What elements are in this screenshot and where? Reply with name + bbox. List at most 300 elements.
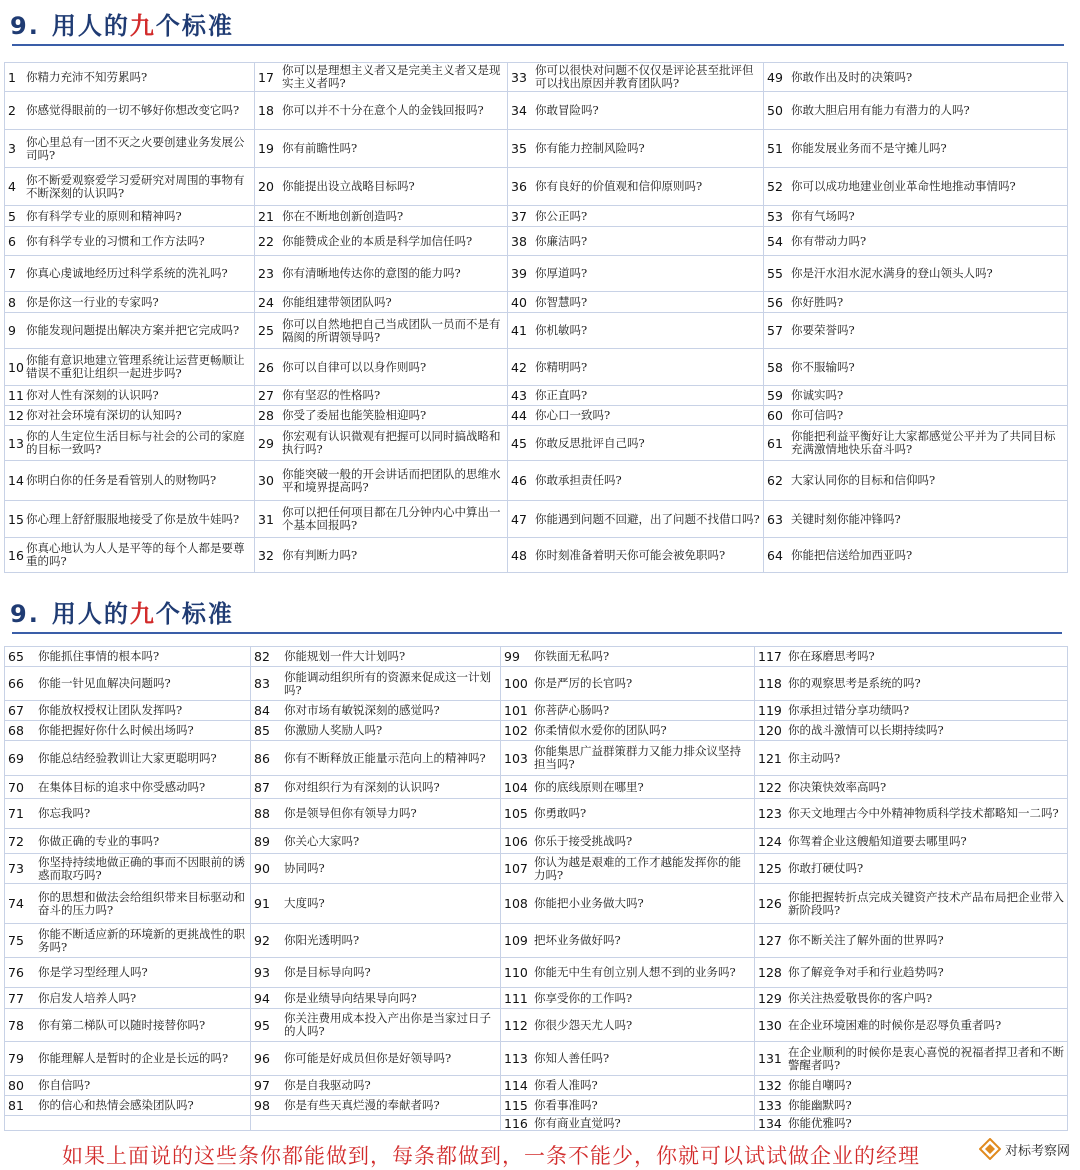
criterion-text: 你可能是好成员但你是好领导吗? [284, 1051, 452, 1065]
criterion-text: 你是汗水泪水泥水满身的登山领头人吗? [791, 266, 993, 280]
criterion-item [4, 1009, 251, 1042]
criterion-number: 90 [254, 861, 270, 876]
criterion-text: 你菩萨心肠吗? [534, 703, 610, 717]
criterion-item [4, 292, 255, 313]
criterion-item [251, 776, 501, 799]
criterion-text: 你能优雅吗? [788, 1116, 852, 1130]
criterion-item [764, 168, 1068, 206]
criterion-text: 你对人性有深刻的认识吗? [26, 388, 159, 402]
criterion-number: 117 [758, 649, 782, 664]
criterion-number: 39 [511, 266, 527, 281]
criterion-number: 54 [767, 233, 783, 249]
criterion-text: 你能调动组织所有的资源来促成这一计划吗? [284, 669, 491, 697]
section2-title-pre: 用人的 [51, 600, 130, 628]
criterion-text: 你能发展业务而不是守摊儿吗? [791, 141, 947, 155]
criterion-number: 119 [758, 703, 782, 718]
criterion-number: 37 [511, 208, 527, 224]
criterion-number: 26 [258, 359, 274, 375]
criterion-text: 你心里总有一团不灭之火要创建业务发展公司吗? [26, 134, 245, 162]
criterion-item [4, 386, 255, 406]
section2-title-post: 个标准 [155, 600, 234, 628]
criterion-number: 132 [758, 1078, 782, 1093]
criterion-item [4, 426, 255, 461]
criterion-item [508, 538, 764, 573]
criterion-number: 24 [258, 294, 274, 310]
criterion-number: 9 [8, 323, 16, 338]
section2-number: 9. [10, 600, 40, 628]
criterion-item [501, 1042, 755, 1076]
criterion-number: 17 [258, 69, 274, 85]
criterion-item [4, 538, 255, 573]
criterion-text: 你可信吗? [791, 408, 844, 422]
criterion-item [501, 988, 755, 1009]
criterion-text: 你宏观有认识微观有把握可以同时搞战略和执行吗? [282, 429, 501, 456]
criterion-number: 122 [758, 779, 782, 795]
criterion-item [508, 292, 764, 313]
criterion-text: 你启发人培养人吗? [38, 990, 137, 1005]
criterion-number: 111 [504, 990, 528, 1006]
criterion-number: 14 [8, 473, 24, 488]
criterion-text: 你好胜吗? [791, 294, 844, 309]
criterion-item [4, 667, 251, 701]
criterion-text: 你了解竞争对手和行业趋势吗? [788, 965, 944, 979]
criterion-number: 34 [511, 103, 527, 118]
criterion-item [764, 349, 1068, 386]
criterion-number: 85 [254, 723, 270, 738]
criterion-number: 131 [758, 1051, 782, 1066]
criterion-item [501, 829, 755, 854]
criterion-number: 100 [504, 676, 528, 691]
criterion-text: 你能发现问题提出解决方案并把它完成吗? [26, 323, 240, 337]
criterion-item [764, 461, 1068, 501]
criterion-item [4, 799, 251, 829]
criterion-number: 57 [767, 323, 783, 338]
criterion-item [255, 461, 508, 501]
criterion-number: 15 [8, 511, 24, 527]
criterion-number: 80 [8, 1078, 24, 1093]
criterion-item [4, 256, 255, 292]
criterion-text: 你可以很快对问题不仅仅是评论甚至批评但可以找出原因并教育团队吗? [535, 63, 754, 90]
criterion-number: 93 [254, 965, 270, 980]
criterion-item [755, 1042, 1068, 1076]
criterion-number: 21 [258, 208, 274, 224]
criterion-number: 71 [8, 806, 24, 821]
criterion-number: 13 [8, 435, 24, 451]
criterion-text: 你有第二梯队可以随时接替你吗? [38, 1017, 206, 1032]
criterion-text: 你阳光透明吗? [284, 933, 360, 947]
criterion-text: 你勇敢吗? [534, 806, 587, 820]
criterion-text: 你时刻准备着明天你可能会被免职吗? [535, 547, 726, 562]
criterion-item [764, 426, 1068, 461]
criterion-item [508, 130, 764, 168]
criterion-item [4, 884, 251, 924]
criterion-text: 你敢反思批评自己吗? [535, 435, 645, 450]
criterion-item [251, 667, 501, 701]
section2-title-highlight: 九 [129, 600, 156, 628]
criterion-text: 你能遇到问题不回避，出了问题不找借口吗? [535, 511, 760, 526]
criterion-text: 你的底线原则在哪里? [534, 779, 644, 794]
criterion-number: 105 [504, 806, 528, 821]
criterion-number: 125 [758, 861, 782, 876]
criterion-text: 你的观察思考是系统的吗? [788, 676, 921, 690]
criterion-number: 127 [758, 933, 782, 948]
criterion-number: 99 [504, 649, 520, 664]
criterion-text: 你能把小业务做大吗? [534, 896, 644, 910]
criterion-item [4, 227, 255, 256]
criterion-item [501, 701, 755, 721]
criterion-text: 你能自嘲吗? [788, 1078, 852, 1092]
criterion-text: 你有科学专业的习惯和工作方法吗? [26, 233, 205, 248]
criterion-text: 你有良好的价值观和信仰原则吗? [535, 179, 703, 193]
criterion-text: 在企业顺利的时候你是衷心喜悦的祝福者捍卫者和不断警醒者吗? [788, 1044, 1064, 1072]
criterion-text: 你关心大家吗? [284, 833, 360, 848]
criterion-number: 63 [767, 511, 783, 527]
section1-title [10, 6, 234, 41]
criterion-text: 协同吗? [284, 861, 325, 875]
criterion-item [501, 667, 755, 701]
criterion-number: 66 [8, 676, 24, 691]
criterion-text: 你不服输吗? [791, 359, 855, 374]
criterion-number: 107 [504, 861, 528, 876]
criterion-text: 你能把握转折点完成关键资产技术产品布局把企业带入新阶段吗? [788, 889, 1064, 917]
criterion-number: 76 [8, 965, 24, 980]
criterion-item [255, 63, 508, 92]
criterion-number: 123 [758, 806, 782, 821]
section2-divider [12, 632, 1062, 634]
criterion-item [755, 776, 1068, 799]
criterion-number: 49 [767, 69, 783, 85]
watermark-text: 对标考察网 [1004, 1143, 1070, 1159]
criterion-number: 102 [504, 723, 528, 738]
criterion-item [755, 988, 1068, 1009]
criterion-number: 124 [758, 833, 782, 849]
criterion-number: 115 [504, 1098, 528, 1113]
criterion-item [508, 63, 764, 92]
criterion-number: 108 [504, 896, 528, 911]
criterion-item [4, 776, 251, 799]
criterion-item [255, 406, 508, 426]
criterion-text: 你在不断地创新创造吗? [282, 208, 404, 223]
criterion-item [508, 386, 764, 406]
criterion-item [4, 406, 255, 426]
criterion-text: 你能突破一般的开会讲话而把团队的思维水平和境界提高吗? [282, 466, 501, 494]
criterion-number: 10 [8, 359, 24, 375]
criterion-text: 你能有意识地建立管理系统让运营更畅顺让错误不重犯让组织一起进步吗? [26, 353, 245, 380]
criterion-text: 你的战斗激情可以长期持续吗? [788, 723, 944, 737]
criterion-number: 77 [8, 990, 24, 1006]
criterion-text: 你敢承担责任吗? [535, 473, 622, 487]
criterion-number: 38 [511, 233, 527, 249]
criterion-item [764, 92, 1068, 130]
criterion-number: 45 [511, 435, 527, 451]
criterion-number: 35 [511, 141, 527, 156]
criterion-item [501, 799, 755, 829]
criterion-item [755, 701, 1068, 721]
criterion-number: 92 [254, 933, 270, 948]
criterion-item [764, 313, 1068, 349]
criterion-number: 7 [8, 266, 16, 281]
criterion-item [4, 854, 251, 884]
criterion-item [4, 958, 251, 988]
criterion-text: 你自信吗? [38, 1078, 91, 1092]
criterion-number: 41 [511, 323, 527, 338]
criterion-number: 113 [504, 1051, 528, 1066]
criterion-item [501, 924, 755, 958]
criterion-number: 44 [511, 408, 527, 423]
criterion-text: 你敢大胆启用有能力有潜力的人吗? [791, 103, 970, 117]
criterion-item [764, 406, 1068, 426]
criterion-text: 你有能力控制风险吗? [535, 141, 645, 155]
criterion-item [255, 168, 508, 206]
criterion-item [255, 227, 508, 256]
criterion-item [755, 829, 1068, 854]
criterion-item [4, 1042, 251, 1076]
criterion-item [4, 1096, 251, 1116]
criteria-table-2 [4, 646, 1068, 1131]
criterion-item [755, 924, 1068, 958]
criterion-text: 你能理解人是暂时的企业是长远的吗? [38, 1051, 229, 1065]
criterion-number: 116 [504, 1116, 528, 1131]
criterion-number: 55 [767, 266, 783, 281]
criterion-text: 你有商业直觉吗? [534, 1116, 621, 1130]
section2-title [10, 594, 234, 629]
criterion-number: 110 [504, 965, 528, 980]
criterion-text: 你能不断适应新的环境新的更挑战性的职务吗? [38, 926, 245, 954]
criterion-item [764, 227, 1068, 256]
criterion-text: 你能把利益平衡好让大家都感觉公平并为了共同目标充满激情地快乐奋斗吗? [791, 429, 1056, 456]
criterion-text: 你对市场有敏锐深刻的感觉吗? [284, 703, 440, 717]
criterion-text: 你知人善任吗? [534, 1051, 610, 1065]
criterion-number: 121 [758, 750, 782, 766]
criterion-number: 64 [767, 547, 783, 563]
criterion-text: 你可以自律可以以身作则吗? [282, 359, 427, 374]
criterion-item [4, 168, 255, 206]
criterion-item [501, 721, 755, 741]
criterion-number: 47 [511, 511, 527, 527]
criterion-text: 你能放权授权让团队发挥吗? [38, 703, 183, 717]
criterion-text: 你是有些天真烂漫的奉献者吗? [284, 1098, 440, 1112]
criterion-item [251, 1076, 501, 1096]
criterion-text: 你机敏吗? [535, 323, 588, 337]
section1-title-post: 个标准 [155, 12, 234, 40]
criterion-number: 3 [8, 141, 16, 156]
criterion-number: 84 [254, 703, 270, 718]
criterion-text: 你真心地认为人人是平等的每个人都是要尊重的吗? [26, 541, 245, 568]
criterion-text: 你能把信送给加西亚吗? [791, 547, 913, 562]
criterion-text: 你看人准吗? [534, 1078, 598, 1092]
criterion-text: 你公正吗? [535, 208, 588, 223]
criterion-number: 86 [254, 750, 270, 766]
criterion-text: 你有带动力吗? [791, 233, 867, 248]
criterion-text: 你是目标导向吗? [284, 965, 371, 979]
criterion-item [4, 501, 255, 538]
criterion-number: 89 [254, 833, 270, 849]
criterion-number: 50 [767, 103, 783, 118]
criterion-text: 你享受你的工作吗? [534, 990, 633, 1005]
criterion-number: 134 [758, 1116, 782, 1131]
criterion-text: 你驾着企业这艘船知道要去哪里吗? [788, 833, 967, 848]
criterion-number: 11 [8, 388, 24, 403]
criterion-text: 你能无中生有创立别人想不到的业务吗? [534, 965, 736, 979]
criterion-number: 46 [511, 473, 527, 488]
criterion-text: 你有清晰地传达你的意图的能力吗? [282, 266, 461, 280]
criterion-text: 你不断爱观察爱学习爱研究对周围的事物有不断深刻的认识吗? [26, 172, 245, 200]
criterion-text: 你是学习型经理人吗? [38, 965, 148, 979]
criterion-text: 你能集思广益群策群力又能力排众议坚持担当吗? [534, 744, 741, 771]
section1-title-highlight: 九 [129, 12, 156, 40]
criterion-text: 你正直吗? [535, 388, 588, 402]
criterion-text: 你铁面无私吗? [534, 649, 610, 663]
criterion-item [255, 206, 508, 227]
criterion-item [508, 406, 764, 426]
criterion-item [4, 741, 251, 776]
criterion-text: 你能幽默吗? [788, 1098, 852, 1112]
criterion-text: 你心口一致吗? [535, 408, 611, 422]
criterion-number: 68 [8, 723, 24, 738]
criterion-text: 你的信心和热情会感染团队吗? [38, 1098, 194, 1112]
criterion-text: 你主动吗? [788, 750, 841, 765]
criterion-item [501, 884, 755, 924]
criterion-number: 56 [767, 294, 783, 310]
criterion-item [764, 256, 1068, 292]
criterion-text: 你要荣誉吗? [791, 323, 855, 337]
criterion-text: 你能规划一件大计划吗? [284, 649, 406, 663]
criterion-item [508, 92, 764, 130]
criterion-number: 126 [758, 896, 782, 911]
criterion-item [755, 721, 1068, 741]
criterion-number: 36 [511, 179, 527, 194]
criterion-number: 18 [258, 103, 274, 118]
criterion-item [251, 1009, 501, 1042]
criterion-text: 你有不断释放正能量示范向上的精神吗? [284, 750, 486, 765]
criterion-number: 30 [258, 473, 274, 488]
criterion-text: 你不断关注了解外面的世界吗? [788, 933, 944, 947]
criterion-text: 你有坚忍的性格吗? [282, 388, 381, 402]
criterion-number: 4 [8, 179, 16, 194]
criterion-number: 51 [767, 141, 783, 156]
criterion-text: 你廉洁吗? [535, 233, 588, 248]
criterion-item [251, 799, 501, 829]
section1-number: 9. [10, 12, 40, 40]
criterion-number: 87 [254, 779, 270, 795]
criterion-text: 你很少怨天尤人吗? [534, 1017, 633, 1032]
criterion-number: 129 [758, 990, 782, 1006]
criterion-item [4, 647, 251, 667]
criterion-item [255, 501, 508, 538]
criterion-text: 你是自我驱动吗? [284, 1078, 371, 1092]
criterion-item [4, 924, 251, 958]
criterion-item [251, 701, 501, 721]
criterion-number: 114 [504, 1078, 528, 1093]
criterion-number: 19 [258, 141, 274, 156]
criterion-text: 你决策快效率高吗? [788, 779, 887, 794]
criterion-number: 60 [767, 408, 783, 423]
criterion-item [501, 854, 755, 884]
criterion-number: 5 [8, 208, 16, 224]
criterion-number: 96 [254, 1051, 270, 1066]
criterion-item [255, 292, 508, 313]
criterion-text: 你坚持持续地做正确的事而不因眼前的诱惑而取巧吗? [38, 854, 245, 882]
criterion-number: 53 [767, 208, 783, 224]
criterion-item [501, 958, 755, 988]
criterion-item [4, 63, 255, 92]
criterion-number: 28 [258, 408, 274, 423]
criterion-item [508, 168, 764, 206]
criterion-number: 16 [8, 547, 24, 563]
criterion-item [764, 292, 1068, 313]
criterion-number: 75 [8, 933, 24, 948]
criterion-text: 你认为越是艰难的工作才越能发挥你的能力吗? [534, 854, 741, 882]
criterion-item [501, 1096, 755, 1116]
section1-divider [12, 44, 1064, 46]
criterion-text: 你精明吗? [535, 359, 588, 374]
criterion-number: 2 [8, 103, 16, 118]
criterion-text: 把坏业务做好吗? [534, 933, 621, 947]
criterion-number: 31 [258, 511, 274, 527]
criterion-number: 133 [758, 1098, 782, 1113]
criterion-text: 大度吗? [284, 896, 325, 910]
criterion-number: 12 [8, 408, 24, 423]
criterion-item [755, 1116, 1068, 1131]
criterion-text: 你能组建带领团队吗? [282, 294, 392, 309]
criterion-number: 1 [8, 69, 16, 85]
criterion-item [501, 741, 755, 776]
criterion-text: 你感觉得眼前的一切不够好你想改变它吗? [26, 103, 240, 117]
criterion-item [251, 988, 501, 1009]
criterion-item [251, 647, 501, 667]
criterion-text: 你能一针见血解决问题吗? [38, 676, 171, 690]
criterion-text: 你智慧吗? [535, 294, 588, 309]
criterion-text: 你能赞成企业的本质是科学加信任吗? [282, 233, 473, 248]
criterion-text: 你明白你的任务是看管别人的财物吗? [26, 473, 217, 487]
criterion-item [4, 130, 255, 168]
criterion-item [755, 958, 1068, 988]
criterion-text: 你有前瞻性吗? [282, 141, 358, 155]
criterion-text: 你有气场吗? [791, 208, 855, 223]
criterion-number: 62 [767, 473, 783, 488]
criterion-text: 你有科学专业的原则和精神吗? [26, 208, 182, 223]
criterion-item [755, 1076, 1068, 1096]
criterion-number: 33 [511, 69, 527, 85]
criterion-number: 58 [767, 359, 783, 375]
criterion-number: 82 [254, 649, 270, 664]
criterion-number: 128 [758, 965, 782, 980]
criterion-item [4, 92, 255, 130]
criterion-item [255, 538, 508, 573]
criterion-number: 20 [258, 179, 274, 194]
criterion-number: 67 [8, 703, 24, 718]
criterion-number: 103 [504, 750, 528, 766]
criterion-text: 你承担过错分享功绩吗? [788, 703, 910, 717]
criterion-item [255, 349, 508, 386]
criterion-number: 97 [254, 1078, 270, 1093]
criterion-text: 你做正确的专业的事吗? [38, 833, 160, 848]
criterion-number: 61 [767, 435, 783, 451]
criterion-text: 你在琢磨思考吗? [788, 649, 875, 663]
criteria-table-1 [4, 62, 1068, 573]
criterion-text: 你心理上舒舒服服地接受了你是放牛娃吗? [26, 511, 240, 526]
criterion-item [251, 721, 501, 741]
criterion-item [251, 1116, 501, 1131]
criterion-item [251, 958, 501, 988]
criterion-text: 你诚实吗? [791, 388, 844, 402]
criterion-text: 你柔情似水爱你的团队吗? [534, 723, 667, 737]
criterion-text: 你对组织行为有深刻的认识吗? [284, 779, 440, 794]
criterion-text: 你真心虔诚地经历过科学系统的洗礼吗? [26, 266, 228, 280]
criterion-number: 73 [8, 861, 24, 876]
criterion-item [764, 63, 1068, 92]
criterion-item [755, 884, 1068, 924]
